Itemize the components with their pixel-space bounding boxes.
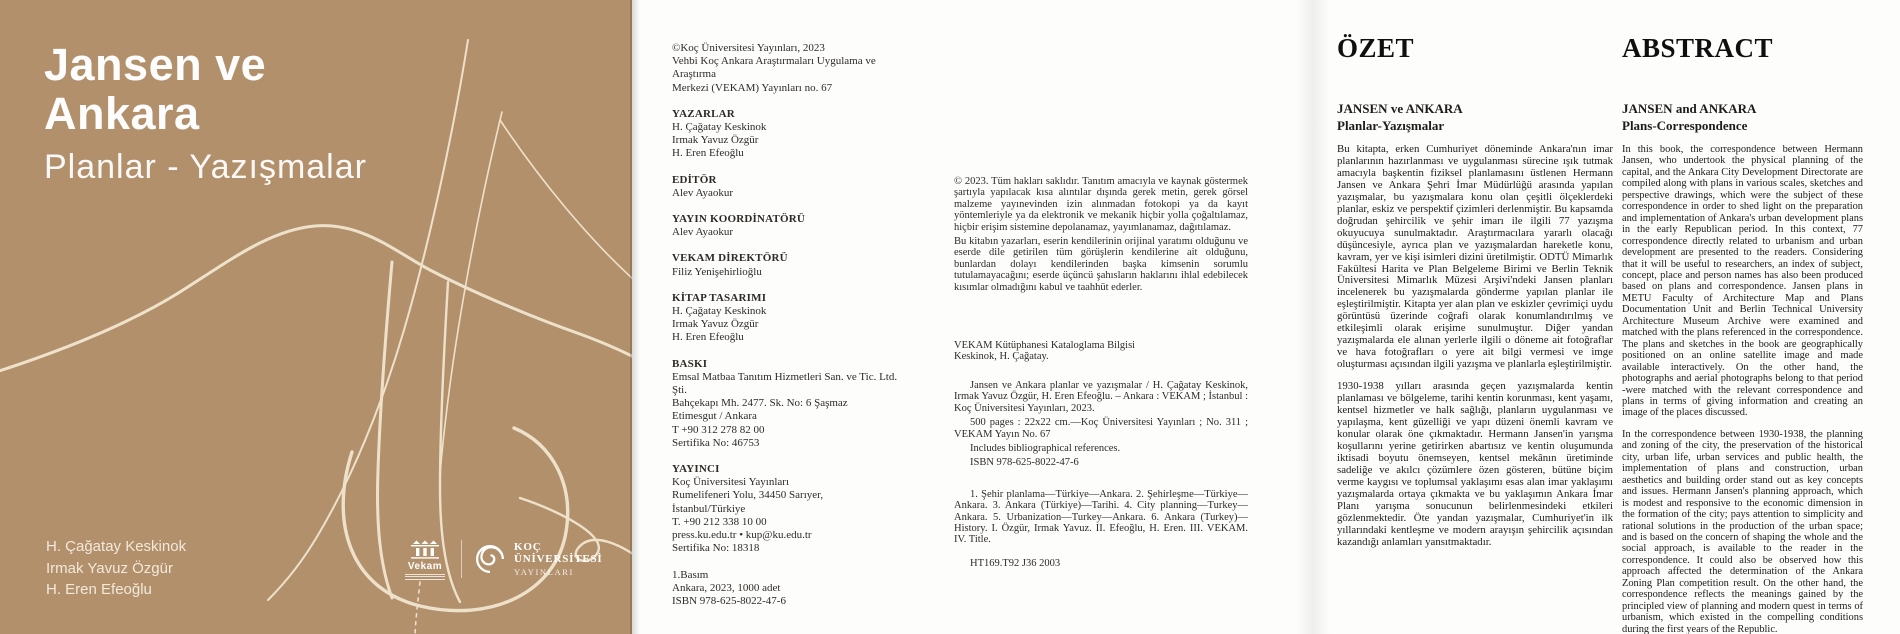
page-edge-shadow xyxy=(630,0,640,634)
catalog-subjects: 1. Şehir planlama—Türkiye—Ankara. 2. Şehirleşme—Türkiye—Ankara. 3. Ankara (Türkiye)—Tarihi. 4. City planning—Turkey—Ankara. 5. Urbanization—Turkey—Ankara. 6. Ankara (Turkey)—History. I. Özgür, Irmak Yavuz. II. Efeoğlu, H. Eren. III. VEKAM. IV. Title. xyxy=(954,488,1248,546)
nautilus-shell-icon xyxy=(475,544,505,574)
catalog-collation: 500 pages : 22x22 cm.—Koç Üniversitesi Yayınları ; No. 311 ; VEKAM Yayın No. 67 xyxy=(954,417,1248,440)
koc-press-line1: KOÇ xyxy=(514,540,542,553)
vekam-tiny-text-bar xyxy=(405,574,445,575)
abstract-title-line1: JANSEN and ANKARA xyxy=(1622,101,1757,116)
section-line: İstanbul/Türkiye xyxy=(672,502,746,515)
abstract-paragraph-1: In this book, the correspondence between Hermann Jansen, who undertook the physical planning of the capital, and the Ankara City Development Directorate are compiled along with plans in various scales, sketches and perspective drawings, which were the subject of these correspondence in order to shed light on the preparation and implementation of Ankara's urban development plans in the early Republican period. In this context, 77 correspondence directly related to urbanism and urban development are presented to the readers. Considering that it will be useful to researchers, an index of subject, concept, place and person names has also been produced based on plans and correspondence. Jansen plans in METU Faculty of Architecture Map and Plans Documentation Unit and Berlin Technical University Architecture Museum Archive were examined and matched with the plans referenced in the correspondence. The plans and sketches in the book are geographically positioned on an online satellite image and made available interactively. On the other hand, the photographs and aerial photographs belong to that period -were matched with the relevant correspondence and plans in terms of giving information and creating an image of the places discussed. xyxy=(1622,144,1863,419)
vekam-logo-label: Vekam xyxy=(407,561,443,572)
section-heading: YAZARLAR xyxy=(672,107,735,120)
cover-title-block xyxy=(44,40,367,186)
colophon-section-director xyxy=(672,252,906,278)
section-heading: YAYINCI xyxy=(672,463,720,476)
cover-title-line1: Jansen ve xyxy=(44,39,267,90)
rights-paragraph: © 2023. Tüm hakları saklıdır. Tanıtım amacıyla ve kaynak göstermek şartıyla yapılacak kısa alıntılar dışında gerek metin, gerek görsel malzeme yayınevinden izin alınmadan fotokopi ya da kayıt yöntemleriyle ya da elektronik ve mekanik hiçbir yolla çoğaltılamaz, hiçbir erişim sistemine depolanamaz, yayımlanamaz, dağıtılamaz. xyxy=(954,176,1248,233)
colophon-right-column xyxy=(954,176,1248,569)
section-line: Sertifika No: 18318 xyxy=(672,542,760,555)
colophon-section-editor xyxy=(672,174,906,200)
catalog-entry: Jansen ve Ankara planlar ve yazışmalar / H. Çağatay Keskinok, Irmak Yavuz Özgür, H. Eren Efeoğlu. – Ankara : VEKAM ; İstanbul : Koç Üniversitesi Yayınları, 2023. xyxy=(954,379,1248,414)
cover-title-line2: Ankara xyxy=(44,88,200,139)
cover-authors xyxy=(46,536,186,601)
cover-subtitle: Planlar - Yazışmalar xyxy=(44,148,367,186)
catalog-heading-line1: VEKAM Kütüphanesi Kataloglama Bilgisi xyxy=(954,340,1136,352)
section-line: H. Çağatay Keskinok xyxy=(672,305,767,318)
koc-press-wordmark xyxy=(514,541,602,578)
section-heading: VEKAM DİREKTÖRÜ xyxy=(672,252,788,265)
catalog-call-number: HT169.T92 J36 2003 xyxy=(970,557,1061,569)
section-line: H. Çağatay Keskinok xyxy=(672,121,767,134)
ozet-title-line1: JANSEN ve ANKARA xyxy=(1337,101,1463,116)
colophon-section-authors xyxy=(672,108,906,161)
catalog-heading-line2: Keskinok, H. Çağatay. xyxy=(954,351,1049,363)
koc-press-line3: YAYINLARI xyxy=(514,566,574,577)
abstract-paragraph-2: In the correspondence between 1930-1938, the planning and zoning of the city, the preservation of the historical city, urban life, urban services and public health, the implementation of plans and construction, urban aesthetics and building order stand out as key concepts and issues. Hermann Jansen's planning approach, which is modest and responsive to the economic dimension in the formation of the city; pays attention to simplicity and rational solutions in the production of the urban space; and is based on the concern of shaping the whole and the social approach, is available to the reader in the correspondence. It could also be observed how this approach affected the determination of the Ankara Zoning Plan competition result. On the other hand, the correspondence reflects the meanings gained by the principled view of planning and modern quest in terms of urbanism, which existed in the compelling conditions during the first years of the Republic. xyxy=(1622,428,1863,634)
section-line: Alev Ayaokur xyxy=(672,186,734,199)
abstract-title-line2: Plans-Correspondence xyxy=(1622,118,1748,133)
authors-declaration-paragraph: Bu kitabın yazarları, eserin kendilerinin orijinal yaratımı olduğunu ve eserde dile getirilen tüm görüşlerin kendilerine ait olduğunu, bunlardan dolayı kendilerinden başka kimsenin sorumlu tutulamayacağını; eserde üçüncü şahısların haklarını ihlal edebilecek kısımlar olmadığını kabul ve taahhüt ederler. xyxy=(954,236,1248,293)
section-heading: BASKI xyxy=(672,357,708,370)
section-line: Etimesgut / Ankara xyxy=(672,410,757,423)
colophon-section-coordinator xyxy=(672,213,906,239)
ozet-heading: ÖZET xyxy=(1337,33,1415,63)
section-line: T +90 312 278 82 00 xyxy=(672,423,765,436)
vekam-tiny-text-bar xyxy=(405,579,445,580)
ozet-paragraph-1: Bu kitapta, erken Cumhuriyet döneminde Ankara'nın imar planlarının hazırlanması ve uygulanması sürecine ışık tutmak amacıyla başkentin fiziksel planlamasını üstlenen Hermann Jansen ve Ankara Şehri İmar Müdürlüğü arasında yapılan yazışmalar, bu yazışmalara konu olan çeşitli ölçeklerdeki planlar, eskiz ve perspektif çizimleri derlenmiştir. Bu kapsamda doğrudan şehircilik ve şehir imarı ile ilgili 77 yazışma okuyucuya sunulmaktadır. Araştırmacılara yararlı olacağı düşüncesiyle, ayrıca plan ve yazışmalardan hareketle konu, kavram, yer ve kişi isimleri dizini üretilmiştir. ODTÜ Mimarlık Fakültesi Harita ve Plan Belgeleme Birimi ve Berlin Teknik Üniversitesi Mimarlık Müzesi Arşivi'ndeki Jansen planları incelenerek bu yazışmalarda gönderme yapılan planlar ile eşleştirilmiştir. Kitapta yer alan plan ve eskizler çevrimiçi uydu görüntüsü üzerinde coğrafi olarak konumlandırılmış ve etkileşimli olarak erişime sunulmuştur. Diğer yandan yazışmalarda ele alınan yerlerle ilgili o döneme ait fotoğraflar ve hava fotoğrafları o yere ait bilgi vermesi ve imge oluşturması açısından ilgili yazışma ve planlarla eşleştirilmiştir. xyxy=(1337,143,1613,371)
colophon-section-design xyxy=(672,292,906,345)
catalog-heading xyxy=(954,340,1248,363)
section-line: Alev Ayaokur xyxy=(672,226,734,239)
book-cover xyxy=(0,0,632,634)
colophon-left-column xyxy=(672,42,906,608)
section-heading: EDİTÖR xyxy=(672,173,717,186)
cover-author: H. Eren Efeoğlu xyxy=(46,581,152,598)
colophon-section-publisher xyxy=(672,463,906,555)
section-line: Irmak Yavuz Özgür xyxy=(672,134,759,147)
imprint-line: ©Koç Üniversitesi Yayınları, 2023 xyxy=(672,42,825,54)
section-heading: YAYIN KOORDİNATÖRÜ xyxy=(672,213,806,226)
section-line: Ankara, 2023, 1000 adet xyxy=(672,581,781,594)
imprint-line: Vehbi Koç Ankara Araştırmaları Uygulama ve Araştırma xyxy=(672,55,876,81)
section-line: Emsal Matbaa Tanıtım Hizmetleri San. ve Tic. Ltd. Şti. xyxy=(672,370,898,397)
section-line: Irmak Yavuz Özgür xyxy=(672,318,759,331)
imprint-line: Merkezi (VEKAM) Yayınları no. 67 xyxy=(672,81,833,94)
section-line: H. Eren Efeoğlu xyxy=(672,147,744,160)
section-line: ISBN 978-625-8022-47-6 xyxy=(672,594,786,607)
imprint-block xyxy=(672,42,906,95)
section-line: T. +90 212 338 10 00 xyxy=(672,515,767,528)
abstract-heading: ABSTRACT xyxy=(1622,33,1774,63)
ozet-paragraph-2: 1930-1938 yılları arasında geçen yazışmalarda kentin planlaması ve bölgeleme, tarihi kentin korunması, kent yaşamı, kentsel hizmetler ve halk sağlığı, planların uygulanması ve yapılaşma, kent güzelliği ve yapı düzeni önemli kavram ve konular olarak öne çıkmaktadır. Hermann Jansen'in yarışma koşullarını yerine getirirken abartısız ve kentin oluşumunda iktisadi boyutu önemseyen, kentsel mekânın üretiminde sadeliğe ve akılcı çözümlere özen gösteren, bütüne biçim verme kaygısı ve toplumsal yaklaşımı esas alan imar yaklaşımı yazışmalarda ortaya çıkmakta ve bu yaklaşımın Ankara İmar Planı yarışma sonucunun belirlenmesindeki etkileri gözlenmektedir. Öte yandan yazışmalar, Cumhuriyet'in ilk yıllarındaki kentleşme ve modern arayışın şehircilik açısından kazandığı anlamları yansıtmaktadır. xyxy=(1337,380,1613,548)
abstract-column xyxy=(1622,34,1863,634)
catalog-isbn: ISBN 978-625-8022-47-6 xyxy=(970,457,1079,469)
section-line: 1.Basım xyxy=(672,568,709,581)
section-line: Rumelifeneri Yolu, 34450 Sarıyer, xyxy=(672,489,824,502)
koc-press-line2: ÜNİVERSİTESİ xyxy=(514,553,603,566)
koc-university-press-logo xyxy=(475,541,602,578)
publisher-logos xyxy=(402,539,602,580)
ozet-column xyxy=(1337,34,1613,548)
section-line: Bahçekapı Mh. 2477. Sk. No: 6 Şaşmaz xyxy=(672,397,848,410)
ozet-title-line2: Planlar-Yazışmalar xyxy=(1337,118,1445,133)
cover-author: H. Çağatay Keskinok xyxy=(46,538,187,555)
vekam-logo xyxy=(402,539,448,580)
colophon-section-printing xyxy=(672,358,906,450)
section-heading: KİTAP TASARIMI xyxy=(672,291,767,304)
section-line: press.ku.edu.tr • kup@ku.edu.tr xyxy=(672,529,812,542)
cover-author: Irmak Yavuz Özgür xyxy=(46,559,173,577)
section-line: Koç Üniversitesi Yayınları xyxy=(672,476,790,489)
vekam-tiny-text-bar xyxy=(405,576,445,577)
section-line: H. Eren Efeoğlu xyxy=(672,331,744,344)
logo-divider xyxy=(461,540,462,578)
vekam-building-icon xyxy=(408,539,442,561)
catalog-note: Includes bibliographical references. xyxy=(970,442,1121,454)
section-line: Sertifika No: 46753 xyxy=(672,436,760,449)
colophon-section-edition xyxy=(672,569,906,609)
page-fold-shadow xyxy=(1296,0,1330,634)
section-line: Filiz Yenişehirlioğlu xyxy=(672,265,762,278)
